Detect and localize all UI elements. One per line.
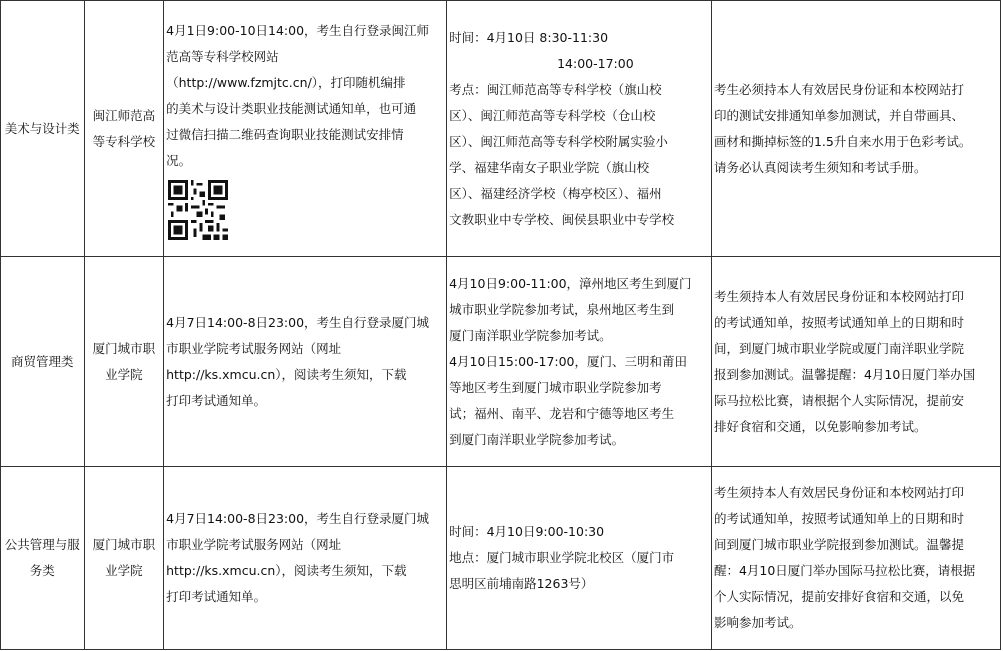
notes-line: 际马拉松比赛，请根据个人实际情况，提前安 — [713, 392, 964, 408]
registration-cell — [164, 1, 447, 257]
notes-line: 报到参加测试。温馨提醒：4月10日厦门举办国 — [713, 366, 976, 382]
time-place-line: 区）、福建经济学校（梅亭校区）、福州 — [449, 185, 662, 201]
time-place-line: 考点：闽江师范高等专科学校（旗山校 — [449, 81, 662, 97]
registration-line: 打印考试通知单。 — [166, 589, 267, 604]
time-place-line: 地点：厦门城市职业学院北校区（厦门市 — [449, 550, 675, 565]
time-place-line: 思明区前埔南路1263号） — [449, 576, 594, 591]
registration-line: 打印考试通知单。 — [166, 392, 267, 408]
time-place-line: 4月10日9:00-11:00，漳州地区考生到厦门 — [449, 275, 692, 291]
time-place-line: 等地区考生到厦门城市职业学院参加考 — [449, 379, 662, 395]
notes-line: 考生须持本人有效居民身份证和本校网站打印 — [713, 485, 964, 500]
notes-line: 画材和撕掉标签的1.5升自来水用于色彩考试。 — [713, 133, 972, 149]
notes-cell — [711, 1, 1000, 257]
registration-line: 的美术与设计类职业技能测试通知单，也可通 — [166, 100, 417, 116]
registration-url[interactable]: （http://www.fzmjtc.cn/），打印随机编排 — [166, 74, 406, 90]
time-place-line: 14:00-17:00 — [557, 55, 634, 71]
registration-cell — [164, 467, 447, 650]
registration-line: 范高等专科学校网站 — [166, 48, 279, 64]
notes-line: 间，到厦门城市职业学院或厦门南洋职业学院 — [713, 340, 964, 356]
notes-line: 考生须持本人有效居民身份证和本校网站打印 — [713, 288, 964, 304]
registration-url[interactable]: http://ks.xmcu.cn），阅读考生须知，下载 — [166, 366, 407, 382]
registration-line: 过微信扫描二维码查询职业技能测试安排情 — [166, 126, 404, 142]
registration-line: 4月7日14:00-8日23:00，考生自行登录厦门城 — [166, 511, 430, 526]
notes-line: 醒：4月10日厦门举办国际马拉松比赛，请根据 — [713, 563, 976, 578]
time-place-line: 到厦门南洋职业学院参加考试。 — [449, 431, 625, 447]
notes-line: 的考试通知单，按照考试通知单上的日期和时 — [713, 511, 964, 526]
notes-line: 个人实际情况，提前安排好食宿和交通，以免 — [713, 589, 964, 604]
time-place-cell — [447, 1, 712, 257]
table-row — [1, 467, 1001, 650]
school-cell: 厦门城市职业学院 — [84, 257, 164, 467]
notes-line: 影响参加考试。 — [713, 615, 802, 630]
registration-url[interactable]: http://ks.xmcu.cn），阅读考生须知，下载 — [166, 563, 407, 578]
registration-cell — [164, 257, 447, 467]
time-place-line: 文教职业中专学校、闽侯县职业中专学校 — [449, 211, 675, 227]
registration-line: 况。 — [166, 152, 192, 168]
time-place-line: 区）、闽江师范高等专科学校附属实验小 — [449, 133, 668, 149]
table-row — [1, 1, 1001, 257]
time-place-line: 区）、闽江师范高等专科学校（仓山校 — [449, 107, 656, 123]
notes-line: 请务必认真阅读考生须知和考试手册。 — [713, 159, 927, 175]
time-place-line: 试；福州、南平、龙岩和宁德等地区考生 — [449, 405, 675, 421]
time-place-cell — [447, 467, 712, 650]
registration-line: 4月7日14:00-8日23:00，考生自行登录厦门城 — [166, 314, 430, 330]
notes-cell — [711, 467, 1000, 650]
notes-line: 印的测试安排通知单参加测试，并自带画具、 — [713, 107, 964, 123]
qr-code-icon — [168, 180, 228, 240]
time-place-line: 学、福建华南女子职业学院（旗山校 — [449, 159, 650, 175]
notes-line: 考生必须持本人有效居民身份证和本校网站打 — [713, 81, 964, 97]
registration-line: 市职业学院考试服务网站（网址 — [166, 340, 342, 356]
table-row — [1, 257, 1001, 467]
time-place-line: 厦门南洋职业学院参加考试。 — [449, 327, 612, 343]
time-place-cell — [447, 257, 712, 467]
notes-line: 排好食宿和交通，以免影响参加考试。 — [713, 418, 927, 434]
school-cell: 闽江师范高等专科学校 — [84, 1, 164, 257]
school-cell: 厦门城市职业学院 — [84, 467, 164, 650]
time-place-line: 时间：4月10日9:00-10:30 — [449, 524, 605, 539]
time-place-line: 时间：4月10日 8:30-11:30 — [449, 29, 609, 45]
registration-line: 市职业学院考试服务网站（网址 — [166, 537, 342, 552]
category-cell: 公共管理与服务类 — [1, 467, 85, 650]
category-cell: 商贸管理类 — [1, 257, 85, 467]
notes-cell — [711, 257, 1000, 467]
registration-line: 4月1日9:00-10日14:00，考生自行登录闽江师 — [166, 22, 430, 38]
notes-line: 间到厦门城市职业学院报到参加测试。温馨提 — [713, 537, 964, 552]
notes-line: 的考试通知单，按照考试通知单上的日期和时 — [713, 314, 964, 330]
time-place-line: 城市职业学院参加考试，泉州地区考生到 — [449, 301, 675, 317]
time-place-line: 4月10日15:00-17:00，厦门、三明和莆田 — [449, 353, 688, 369]
category-cell: 美术与设计类 — [1, 1, 85, 257]
